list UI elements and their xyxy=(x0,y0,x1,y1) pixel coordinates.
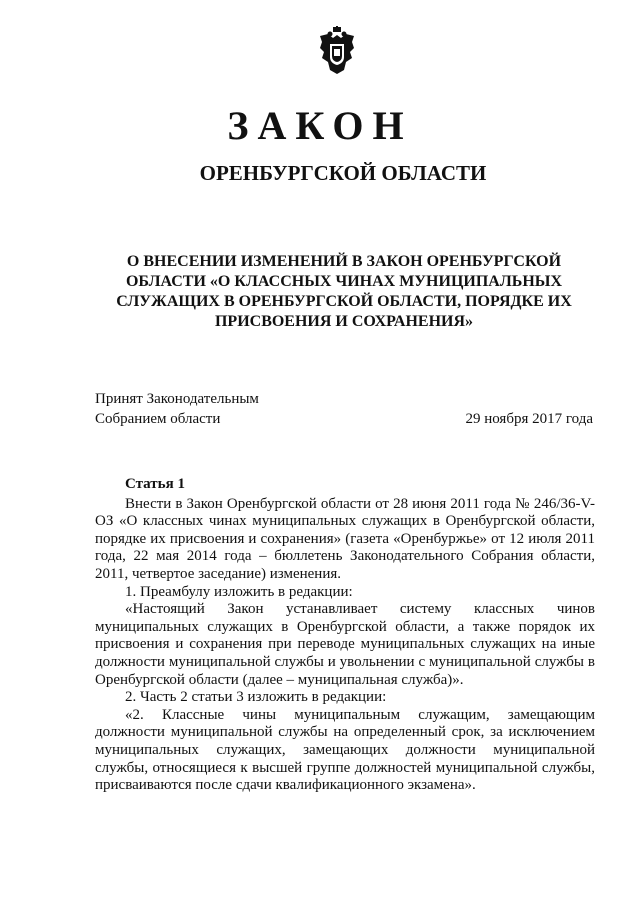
adoption-line-1: Принят Законодательным xyxy=(95,391,259,407)
article-body xyxy=(95,476,595,795)
article-paragraph: «2. Классные чины муниципальным служащим, замещающим должности муниципальной службы на определенный срок, за исключением муниципальных служащих, замещающих должности муниципальной службы, относящиеся к высшей группе должностей муниципальной службы, присваиваются после сдачи квалификационного экзамена». xyxy=(95,706,595,794)
adoption-line-2: Собранием области xyxy=(95,411,221,427)
article-paragraph: 2. Часть 2 статьи 3 изложить в редакции: xyxy=(125,689,387,706)
article-title: Статья 1 xyxy=(125,476,185,492)
region-title: ОРЕНБУРГСКОЙ ОБЛАСТИ xyxy=(199,161,487,185)
adoption-block xyxy=(95,389,595,429)
article-paragraph: «Настоящий Закон устанавливает систему классных чинов муниципальных служащих в Оренбургской области, а также порядок их присвоения и сохранения при переводе муниципальных служащих на иные должности муниципальной службы и увольнении с муниципальной службы в Оренбургской области (далее – муниципальная служба)». xyxy=(95,601,595,688)
adoption-date: 29 ноября 2017 года xyxy=(465,411,593,427)
article-paragraph: 1. Преамбулу изложить в редакции: xyxy=(125,583,353,600)
coat-of-arms-icon xyxy=(316,26,358,76)
law-title: ЗАКОН xyxy=(227,103,413,148)
article-paragraph: Внести в Закон Оренбургской области от 28 июня 2011 года № 246/36-V-ОЗ «О классных чинах муниципальных служащих в Оренбургской области, порядке их присвоения и сохранения» (газета «Оренбуржье» от 12 июля 2011 года, 22 мая 2014 года – бюллетень Законодательного Собрания области, 2011, четвертое заседание) изменения. xyxy=(95,495,595,582)
document-heading: О ВНЕСЕНИИ ИЗМЕНЕНИЙ В ЗАКОН ОРЕНБУРГСКОЙ ОБЛАСТИ «О КЛАССНЫХ ЧИНАХ МУНИЦИПАЛЬНЫХ СЛУЖАЩИХ В ОРЕНБУРГСКОЙ ОБЛАСТИ, ПОРЯДКЕ ИХ ПРИСВОЕНИЯ И СОХРАНЕНИЯ» xyxy=(116,253,572,330)
